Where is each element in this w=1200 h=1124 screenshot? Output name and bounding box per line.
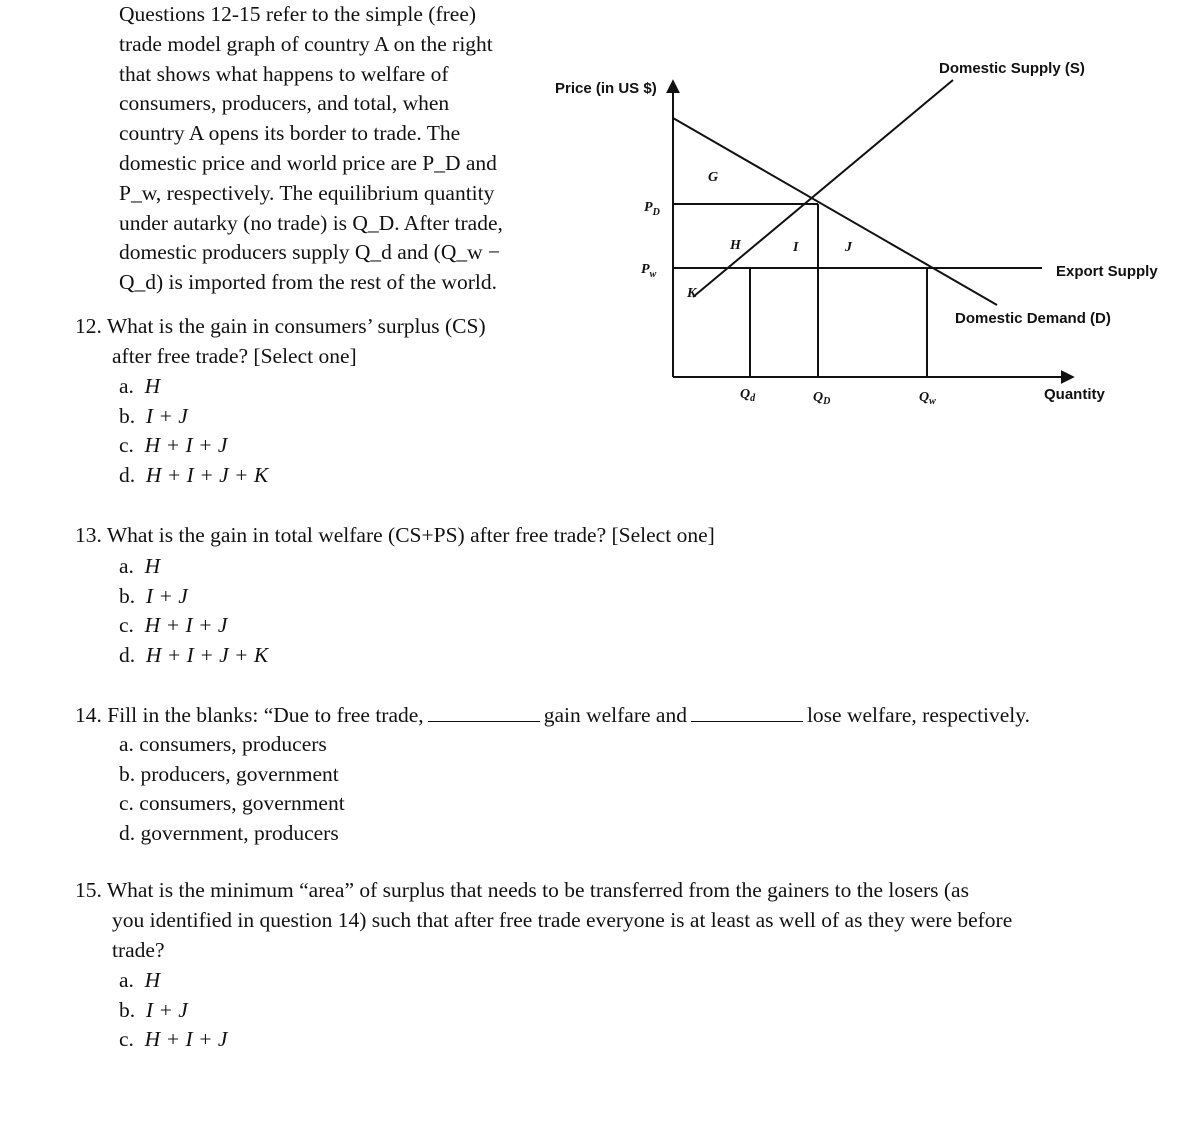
question-15-options	[119, 966, 227, 1055]
option-a[interactable]: a. H	[119, 374, 161, 398]
intro-line: domestic price and world price are P_D and	[119, 150, 497, 175]
question-15-text-cont: you identified in question 14) such that after free trade everyone is at least as well of as they were before	[112, 907, 1013, 932]
domestic-supply-line	[693, 80, 953, 297]
option-b[interactable]: b. I + J	[119, 403, 188, 428]
question-12-text-cont: after free trade? [Select one]	[112, 343, 357, 368]
region-i-label: I	[793, 240, 799, 255]
region-k-label: K	[687, 286, 697, 301]
intro-line: Q_d) is imported from the rest of the world.	[119, 270, 497, 295]
qd-label: $Q_d$	[740, 387, 756, 404]
option-c[interactable]: c. consumers, government	[119, 791, 345, 816]
option-a[interactable]: a. H	[119, 554, 161, 578]
question-12-options	[119, 372, 268, 490]
qw-label: $Q_w$	[919, 390, 936, 407]
option-b[interactable]: b. I + J	[119, 997, 188, 1022]
question-15	[75, 876, 1012, 965]
demand-label: Domestic Demand (D)	[955, 310, 1111, 327]
intro-line: domestic producers supply Q_d and (Q_w −	[119, 240, 501, 265]
supply-label: Domestic Supply (S)	[939, 60, 1085, 77]
intro-line: consumers, producers, and total, when	[119, 91, 450, 116]
question-13-text: 13. What is the gain in total welfare (CS+PS) after free trade? [Select one]	[75, 523, 715, 547]
blank-2[interactable]	[691, 701, 803, 722]
intro-line: country A opens its border to trade. The	[119, 121, 461, 146]
question-15-text-cont: trade?	[112, 937, 165, 962]
question-12-text: 12. What is the gain in consumers’ surplus (CS)	[75, 314, 486, 338]
option-c[interactable]: c. H + I + J	[119, 1027, 228, 1052]
question-14-options	[119, 730, 345, 848]
question-13-options	[119, 552, 268, 670]
question-14-text: 14. Fill in the blanks: “Due to free trade, gain welfare and lose welfare, respectively.	[75, 703, 1031, 727]
option-b[interactable]: b. producers, government	[119, 761, 339, 786]
option-a[interactable]: a. consumers, producers	[119, 732, 327, 756]
question-12	[75, 312, 486, 372]
intro-line: that shows what happens to welfare of	[119, 61, 449, 86]
y-axis-label: Price (in US $)	[555, 80, 657, 97]
pw-label: $P_w$	[641, 262, 657, 280]
question-13	[75, 521, 715, 551]
domestic-demand-line	[673, 118, 997, 305]
intro-line: under autarky (no trade) is Q_D. After trade,	[119, 210, 503, 235]
intro-line: P_w, respectively. The equilibrium quantity	[119, 180, 495, 205]
blank-1[interactable]	[428, 701, 540, 722]
option-d[interactable]: d. H + I + J + K	[119, 642, 269, 667]
option-a[interactable]: a. H	[119, 968, 161, 992]
pd-label: $P_D$	[644, 200, 660, 218]
question-14	[75, 701, 1030, 731]
region-j-label: J	[845, 240, 852, 255]
intro-line: trade model graph of country A on the right	[119, 31, 493, 56]
x-axis-label: Quantity	[1044, 386, 1105, 403]
export-supply-label: Export Supply	[1056, 263, 1158, 280]
option-c[interactable]: c. H + I + J	[119, 613, 228, 638]
option-d[interactable]: d. government, producers	[119, 820, 339, 845]
intro-line: Questions 12-15 refer to the simple (free)	[119, 2, 477, 26]
region-h-label: H	[730, 238, 741, 253]
question-15-text: 15. What is the minimum “area” of surplus that needs to be transferred from the gainers to the losers (as	[75, 878, 969, 902]
region-g-label: G	[708, 170, 719, 185]
option-d[interactable]: d. H + I + J + K	[119, 462, 269, 487]
qD-label: $Q_D$	[813, 390, 831, 407]
option-b[interactable]: b. I + J	[119, 583, 188, 608]
option-c[interactable]: c. H + I + J	[119, 433, 228, 458]
